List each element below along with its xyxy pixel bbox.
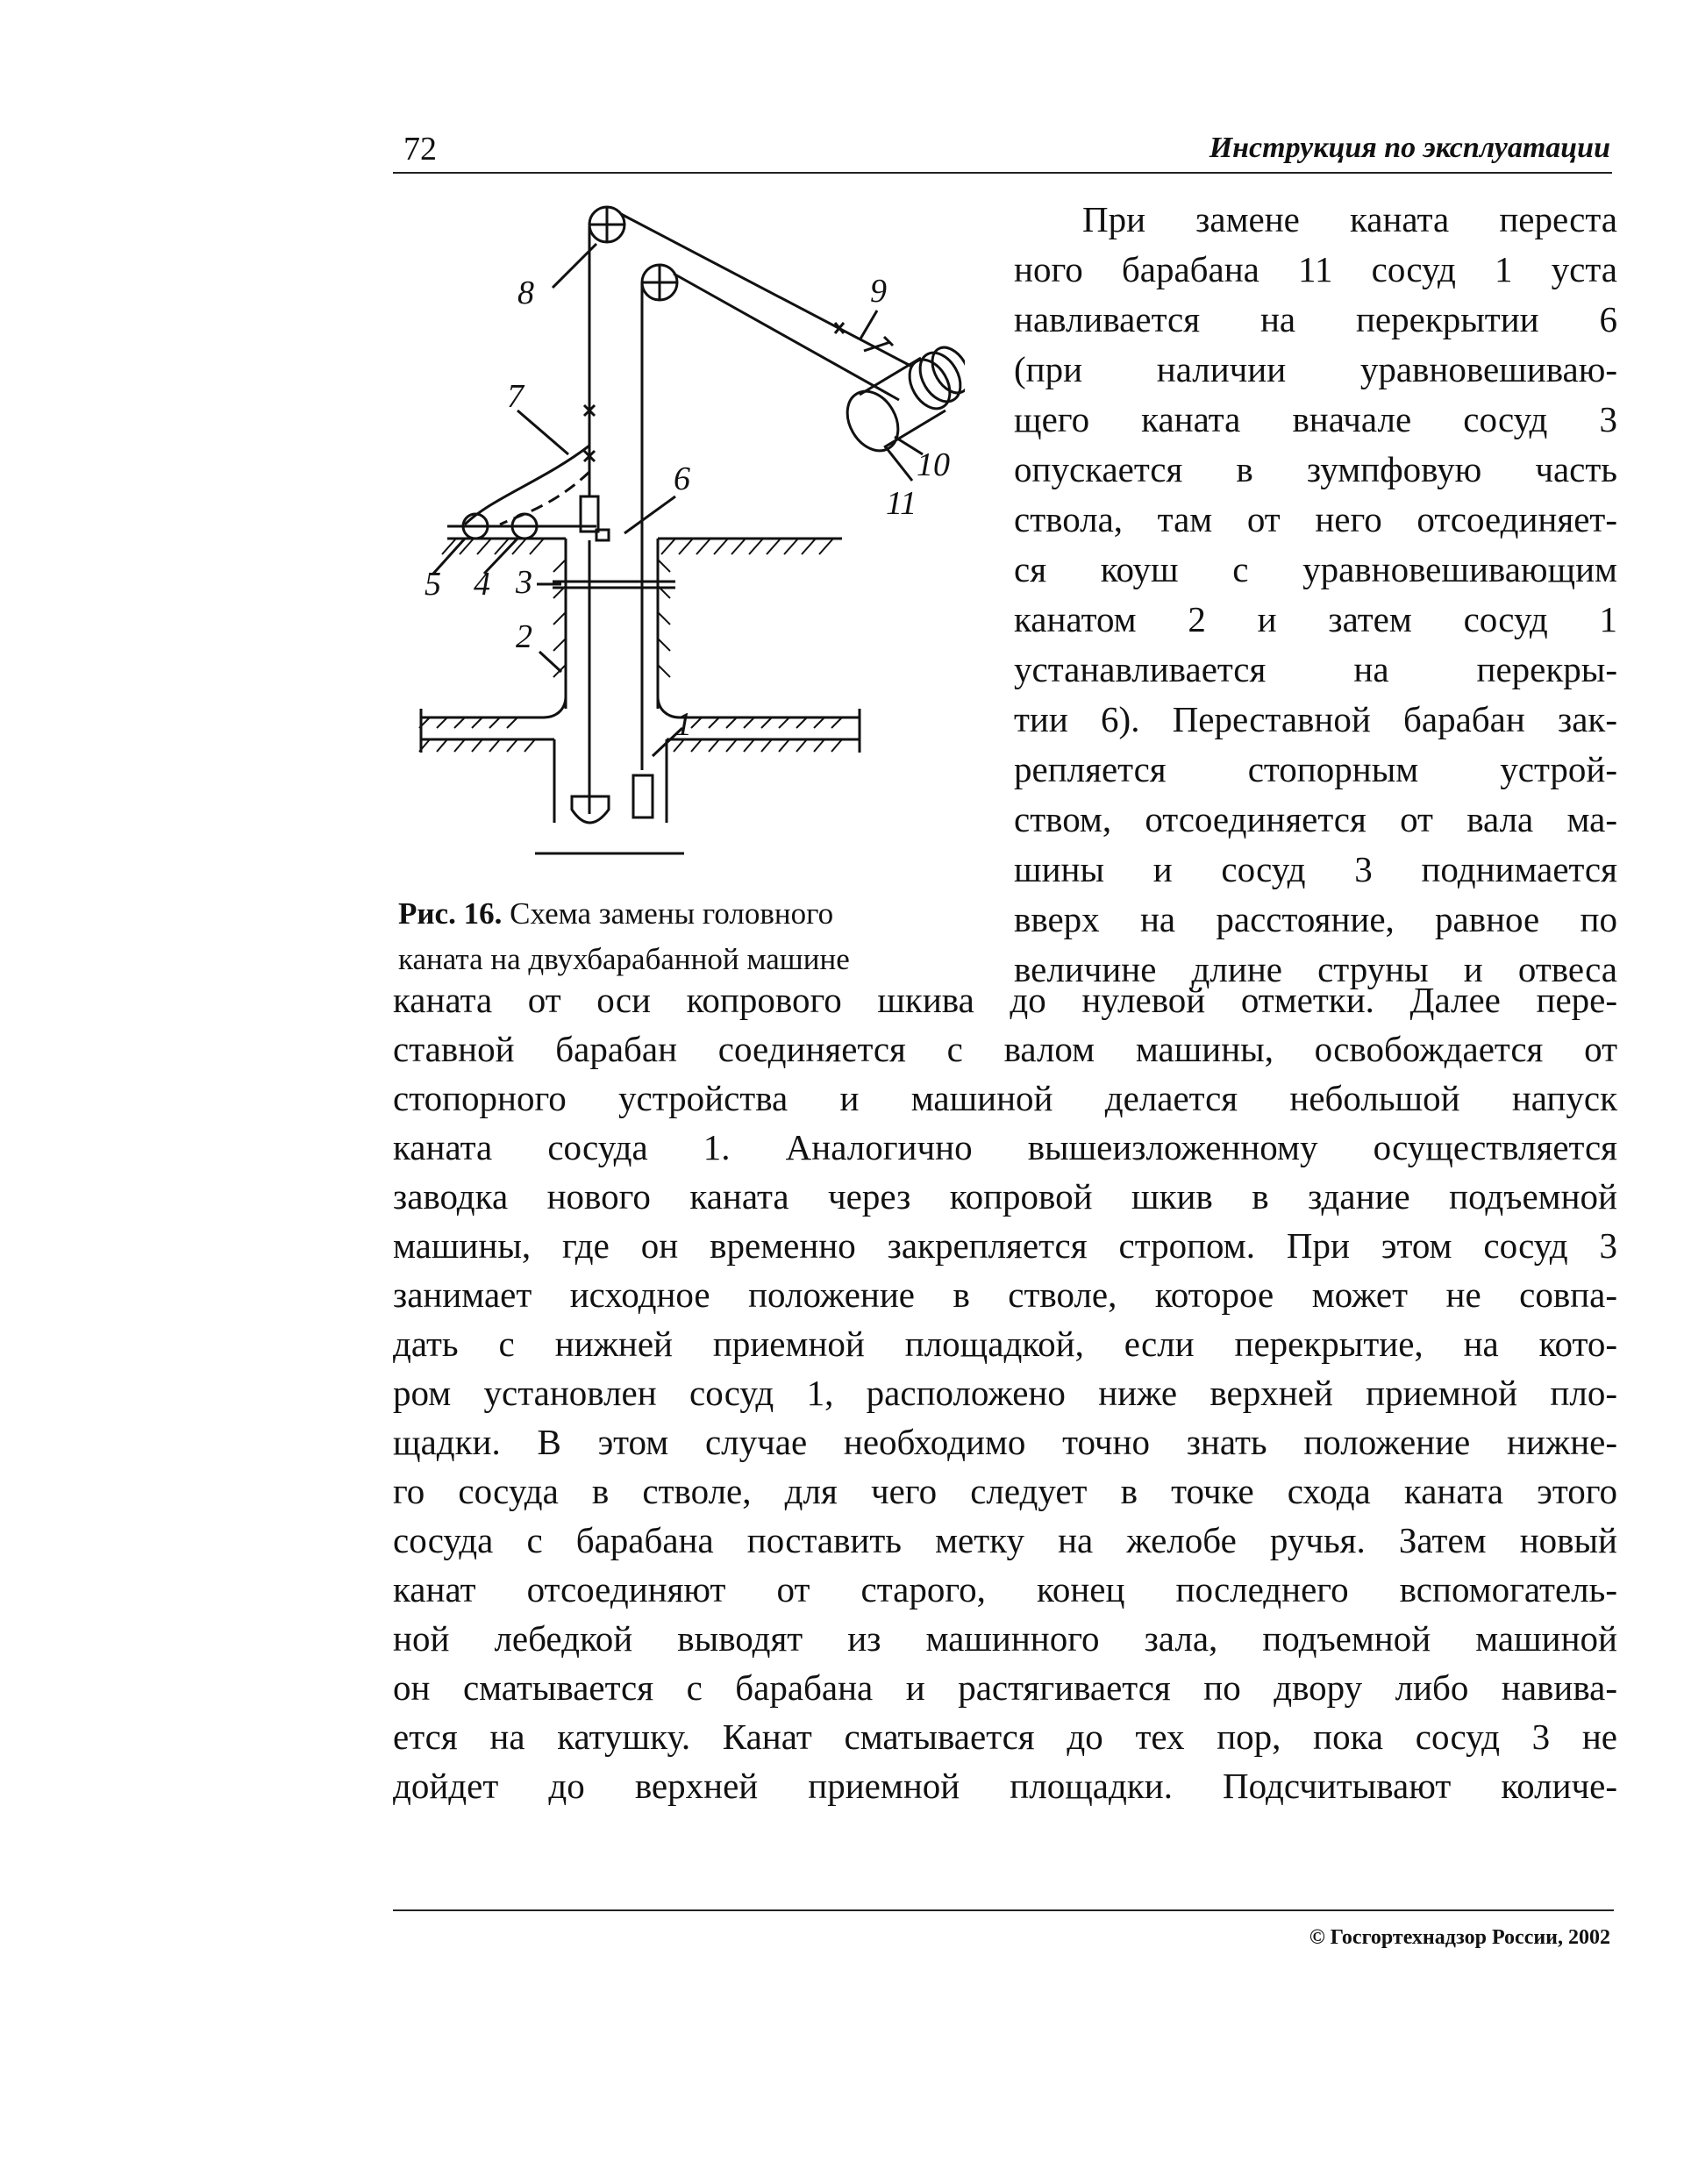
figure-caption-text-2: каната на двухбарабанной машине [398, 942, 850, 976]
text-line: вверх на расстояние, равное по [1014, 899, 1617, 939]
text-line: ром установлен сосуд 1, расположено ниже верхней приемной пло- [393, 1373, 1617, 1413]
text-line: устанавливается на перекры- [1014, 649, 1617, 689]
text-line: При замене каната переста [1082, 199, 1617, 239]
text-line: ством, отсоединяется от вала ма- [1014, 799, 1617, 839]
text-line: репляется стопорным устрой- [1014, 749, 1617, 789]
text-line: канатом 2 и затем сосуд 1 [1014, 599, 1617, 639]
figure-caption-text-1: Схема замены головного [502, 896, 834, 931]
callout-3: 3 [516, 564, 532, 601]
text-line: ставной барабан соединяется с валом машины, освобождается от [393, 1029, 1617, 1069]
callout-5: 5 [425, 566, 441, 603]
text-line: сосуда с барабана поставить метку на желобе ручья. Затем новый [393, 1520, 1617, 1560]
copyright-footer: © Госгортехнадзор России, 2002 [1309, 1926, 1610, 1949]
text-line: он сматывается с барабана и растягивается по двору либо навива- [393, 1667, 1617, 1708]
text-line: дойдет до верхней приемной площадки. Подсчитывают количе- [393, 1766, 1617, 1806]
text-line: ся коуш с уравновешивающим [1014, 549, 1617, 589]
text-line: заводка нового каната через копровой шкив в здание подъемной [393, 1176, 1617, 1217]
rope-upper [621, 214, 912, 367]
figure-16 [386, 191, 965, 976]
text-line: ется на катушку. Канат сматывается до тех пор, пока сосуд 3 не [393, 1717, 1617, 1757]
callout-6: 6 [674, 460, 690, 497]
text-line: машины, где он временно закрепляется стропом. При этом сосуд 3 [393, 1225, 1617, 1266]
rope-lower [674, 274, 899, 400]
text-line: щадки. В этом случае необходимо точно знать положение нижне- [393, 1422, 1617, 1462]
headframe-sheave-upper [589, 207, 624, 242]
text-line: шины и сосуд 3 поднимается [1014, 849, 1617, 889]
main-paragraph [393, 975, 1617, 1810]
page-number: 72 [403, 131, 437, 168]
figure-caption [398, 891, 977, 982]
figure-caption-label: Рис. 16. [398, 896, 503, 931]
text-line: каната от оси копрового шкива до нулевой отметки. Далее пере- [393, 980, 1617, 1020]
text-line: стопорного устройства и машиной делается небольшой напуск [393, 1078, 1617, 1118]
rope-replacement-diagram [386, 191, 965, 884]
text-line: величине длине струны и отвеса [1014, 949, 1617, 989]
footer-rule [393, 1909, 1614, 1911]
text-line: (при наличии уравновешиваю- [1014, 349, 1617, 389]
headframe-sheave-lower [642, 265, 677, 300]
header-rule [393, 172, 1612, 174]
running-title: Инструкция по эксплуатации [1209, 132, 1610, 164]
callout-1: 1 [675, 706, 692, 743]
callout-8: 8 [517, 275, 534, 311]
callout-2: 2 [516, 618, 532, 655]
page-header [393, 130, 1610, 174]
text-line: опускается в зумпфовую часть [1014, 449, 1617, 489]
text-line: дать с нижней приемной площадкой, если перекрытие, на кото- [393, 1324, 1617, 1364]
callout-9: 9 [870, 273, 887, 310]
callout-7: 7 [507, 378, 524, 415]
rope-new-7 [465, 446, 589, 525]
text-line: тии 6). Переставной барабан зак- [1014, 699, 1617, 739]
text-line: щего каната вначале сосуд 3 [1014, 399, 1617, 439]
text-line: го сосуда в стволе, для чего следует в точке схода каната этого [393, 1471, 1617, 1511]
callout-10: 10 [917, 446, 950, 483]
vessel-1 [633, 775, 653, 817]
side-paragraph [1014, 195, 1617, 995]
text-line: канат отсоединяют от старого, конец последнего вспомогатель- [393, 1569, 1617, 1609]
text-line: ной лебедкой выводят из машинного зала, подъемной машиной [393, 1618, 1617, 1659]
callout-4: 4 [474, 566, 490, 603]
station-left [421, 696, 566, 717]
text-line: каната сосуда 1. Аналогично вышеизложенному осуществляется [393, 1127, 1617, 1167]
text-line: ного барабана 11 сосуд 1 уста [1014, 249, 1617, 289]
text-line: ствола, там от него отсоединяет- [1014, 499, 1617, 539]
text-line: навливается на перекрытии 6 [1014, 299, 1617, 339]
text-line: занимает исходное положение в стволе, которое может не совпа- [393, 1274, 1617, 1315]
callout-11: 11 [886, 485, 917, 522]
